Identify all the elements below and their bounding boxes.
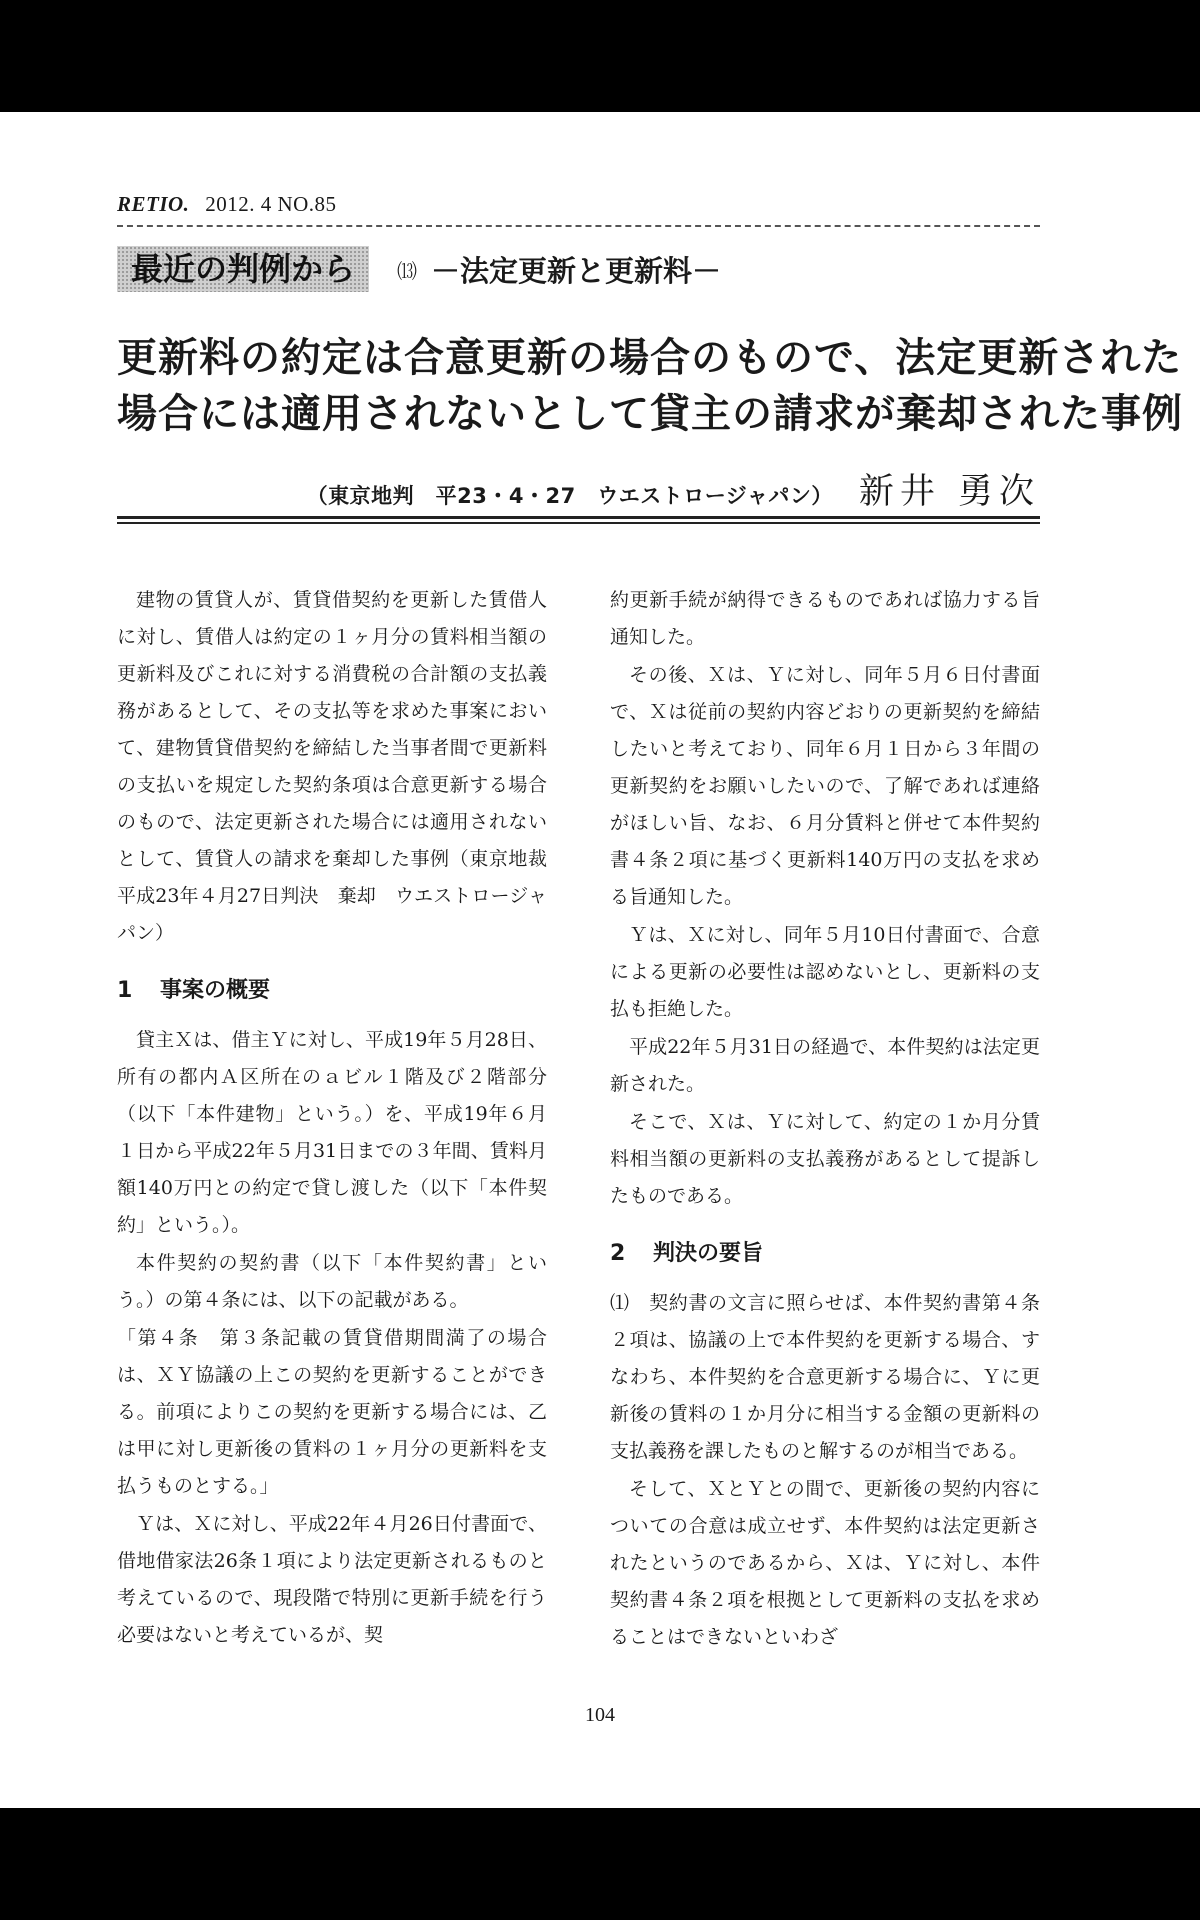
section-heading-1 bbox=[117, 974, 547, 1008]
paragraph: Ｙは、Ｘに対し、同年５月10日付書面で、合意による更新の必要性は認めないとし、更新料の支払も拒絶した。 bbox=[610, 924, 1040, 1020]
author-name: 新井 勇次 bbox=[858, 472, 1040, 512]
document-page bbox=[0, 112, 1200, 1808]
paragraph: 本件契約の契約書（以下「本件契約書」という。）の第４条には、以下の記載がある。 bbox=[117, 1252, 547, 1311]
right-column bbox=[610, 582, 1040, 1657]
title-line-1: 更新料の約定は合意更新の場合のもので、法定更新された bbox=[117, 334, 1183, 381]
section-title: 判決の要旨 bbox=[652, 1241, 763, 1266]
paragraph: ⑴ 契約書の文言に照らせば、本件契約書第４条２項は、協議の上で本件契約を更新する場合、すなわち、本件契約を合意更新する場合に、Ｙに更新後の賃料の１か月分に相当する金額の更新料の支払義務を課したものと解するのが相当である。 bbox=[610, 1292, 1040, 1462]
paragraph: Ｙは、Ｘに対し、平成22年４月26日付書面で、借地借家法26条１項により法定更新されるものと考えているので、現段階で特別に更新手続を行う必要はないと考えているが、契 bbox=[117, 1513, 547, 1646]
section-number: 2 bbox=[610, 1241, 626, 1266]
series-topic: －法定更新と更新料－ bbox=[431, 253, 722, 288]
paragraph: そこで、Ｘは、Ｙに対して、約定の１か月分賃料相当額の更新料の支払義務があるとして提訴したものである。 bbox=[610, 1111, 1040, 1207]
byline bbox=[307, 464, 1040, 514]
article-title bbox=[117, 330, 1183, 442]
paragraph: 貸主Ｘは、借主Ｙに対し、平成19年５月28日、所有の都内Ａ区所在のａビル１階及び２階部分（以下「本件建物」という。）を、平成19年６月１日から平成22年５月31日までの３年間、賃料月額140万円との約定で貸し渡した（以下「本件契約」という。）。 bbox=[117, 1029, 547, 1236]
section-heading-2 bbox=[610, 1237, 1040, 1271]
contract-quote: 「第４条 第３条記載の賃貸借期間満了の場合は、ＸＹ協議の上この契約を更新することができる。前項によりこの契約を更新する場合には、乙は甲に対し更新後の賃料の１ヶ月分の更新料を支払うものとする。」 bbox=[117, 1327, 547, 1497]
paragraph: その後、Ｘは、Ｙに対し、同年５月６日付書面で、Ｘは従前の契約内容どおりの更新契約を締結したいと考えており、同年６月１日から３年間の更新契約をお願いしたいので、了解であれば連絡がほしい旨、なお、６月分賃料と併せて本件契約書４条２項に基づく更新料140万円の支払を求める旨通知した。 bbox=[610, 664, 1040, 908]
title-line-2: 場合には適用されないとして貸主の請求が棄却された事例 bbox=[117, 390, 1183, 437]
paragraph: 約更新手続が納得できるものであれば協力する旨通知した。 bbox=[610, 589, 1040, 648]
left-column bbox=[117, 582, 567, 1655]
header-divider bbox=[117, 225, 1040, 227]
section-number: 1 bbox=[117, 978, 133, 1003]
series-label: 最近の判例から bbox=[117, 246, 369, 292]
paragraph: 平成22年５月31日の経過で、本件契約は法定更新された。 bbox=[610, 1036, 1040, 1095]
intro-paragraph: 建物の賃貸人が、賃貸借契約を更新した賃借人に対し、賃借人は約定の１ヶ月分の賃料相当額の更新料及びこれに対する消費税の合計額の支払義務があるとして、その支払等を求めた事案において、建物賃貸借契約を締結した当事者間で更新料の支払いを規定した契約条項は合意更新する場合のもので、法定更新された場合には適用されないとして、賃貸人の請求を棄却した事例（東京地裁 平成23年４月27日判決 棄却 ウエストロージャパン） bbox=[117, 589, 567, 944]
section-title: 事案の概要 bbox=[159, 978, 270, 1003]
series-header bbox=[117, 246, 721, 292]
paragraph: そして、ＸとＹとの間で、更新後の契約内容についての合意は成立せず、本件契約は法定更新されたというのであるから、Ｘは、Ｙに対し、本件契約書４条２項を根拠として更新料の支払を求めることはできないといわざ bbox=[610, 1478, 1040, 1648]
series-number: ⒀ bbox=[397, 258, 418, 283]
journal-name: RETIO. bbox=[117, 192, 190, 216]
page-number: 104 bbox=[585, 1704, 615, 1726]
issue-info: 2012. 4 NO.85 bbox=[205, 192, 337, 216]
case-citation: （東京地判 平23・4・27 ウエストロージャパン） bbox=[306, 484, 833, 508]
running-head bbox=[117, 192, 337, 217]
title-divider bbox=[117, 516, 1040, 524]
